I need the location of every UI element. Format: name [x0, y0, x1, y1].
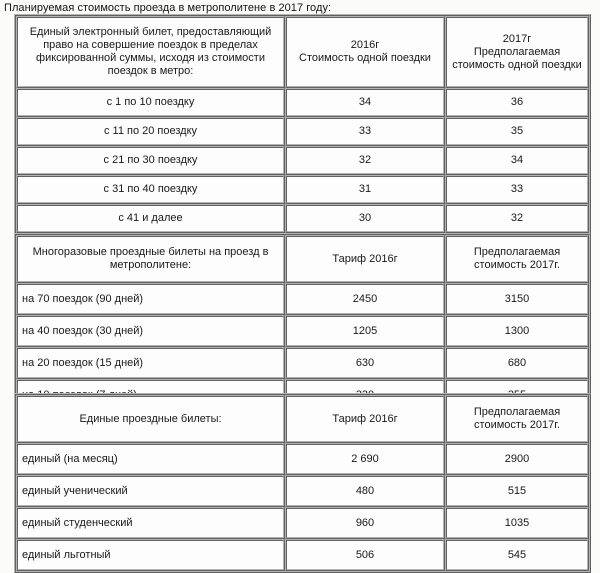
table-fare-per-trip [14, 14, 591, 235]
header-line: Многоразовые проездные билеты на проезд в [32, 246, 269, 258]
row-value-2016: 2450 [285, 283, 445, 315]
table-header-row [16, 16, 589, 88]
header-cell-unified-description [16, 395, 285, 443]
header-line: стоимость одной поездки [452, 58, 582, 71]
header-line: стоимость 2017г. [474, 259, 560, 271]
table-row [16, 88, 589, 117]
row-label: с 21 по 30 поездку [16, 146, 285, 175]
row-value-2017: 545 [445, 539, 589, 571]
row-label: на 70 поездок (90 дней) [16, 283, 285, 315]
row-value-2016: 34 [285, 88, 445, 117]
row-value-2017: 3150 [445, 283, 589, 315]
row-value-2017: 33 [445, 175, 589, 204]
header-line: Предполагаемая [473, 406, 561, 418]
header-line: фиксированной суммы, исходя из стоимости [36, 52, 265, 64]
table-row [16, 347, 589, 379]
row-value-2016: 33 [285, 117, 445, 146]
row-label: с 31 по 40 поездку [16, 175, 285, 204]
row-value-2016: 960 [285, 507, 445, 539]
row-value-2017: 515 [445, 475, 589, 507]
header-line: Тариф 2016г [332, 412, 398, 425]
header-line: метрополитене: [109, 259, 192, 271]
table-row [16, 507, 589, 539]
row-label: единый студенческий [16, 507, 285, 539]
table-header-row [16, 235, 589, 283]
header-cell-2016-price [285, 16, 445, 88]
header-line: право на совершение поездок в пределах [43, 39, 258, 51]
row-value-2016: 30 [285, 204, 445, 233]
table-unified-passes [14, 393, 591, 573]
row-label: на 20 поездок (15 дней) [16, 347, 285, 379]
row-value-2016: 32 [285, 146, 445, 175]
table-header-row [16, 395, 589, 443]
header-line: Предполагаемая [473, 246, 561, 258]
table-row [16, 283, 589, 315]
table-row [16, 117, 589, 146]
page-title: Планируемая стоимость проезда в метрополитене в 2017 году: [4, 2, 332, 14]
table-row [16, 475, 589, 507]
header-cell-pass-description [16, 235, 285, 283]
header-cell-estimated-2017 [445, 395, 589, 443]
header-cell-2017-price [445, 16, 589, 88]
row-label: единый ученический [16, 475, 285, 507]
header-line: Предполагаемая [473, 45, 561, 58]
table-row [16, 146, 589, 175]
row-label: единый льготный [16, 539, 285, 571]
table-multi-ride-passes [14, 233, 591, 413]
row-label: на 40 поездок (30 дней) [16, 315, 285, 347]
row-value-2017: 1300 [445, 315, 589, 347]
row-value-2017: 32 [445, 204, 589, 233]
row-label: единый (на месяц) [16, 443, 285, 475]
row-value-2017: 36 [445, 88, 589, 117]
header-line: 2016г [350, 39, 380, 51]
row-label: с 11 по 20 поездку [16, 117, 285, 146]
header-line: Стоимость одной поездки [299, 52, 431, 64]
row-label: с 1 по 10 поездку [16, 88, 285, 117]
row-value-2016: 31 [285, 175, 445, 204]
row-value-2017: 2900 [445, 443, 589, 475]
row-value-2017: 34 [445, 146, 589, 175]
row-value-2016: 1205 [285, 315, 445, 347]
table-row [16, 204, 589, 233]
table-row [16, 443, 589, 475]
row-value-2016: 506 [285, 539, 445, 571]
header-line: Единый электронный билет, предоставляющий [29, 26, 272, 38]
table-row [16, 175, 589, 204]
header-cell-estimated-2017 [445, 235, 589, 283]
header-line: 2017г [502, 32, 532, 45]
row-value-2017: 35 [445, 117, 589, 146]
header-line: Единые проездные билеты: [79, 412, 222, 425]
row-value-2016: 2 690 [285, 443, 445, 475]
header-cell-tariff-2016 [285, 395, 445, 443]
header-line: поездок в метро: [107, 65, 194, 77]
row-value-2016: 480 [285, 475, 445, 507]
header-line: Тариф 2016г [332, 252, 398, 265]
header-line: стоимость 2017г. [474, 419, 560, 431]
row-label: с 41 и далее [16, 204, 285, 233]
row-value-2016: 630 [285, 347, 445, 379]
header-cell-tariff-2016 [285, 235, 445, 283]
table-row [16, 315, 589, 347]
row-value-2017: 680 [445, 347, 589, 379]
row-value-2017: 1035 [445, 507, 589, 539]
header-cell-ticket-description [16, 16, 285, 88]
